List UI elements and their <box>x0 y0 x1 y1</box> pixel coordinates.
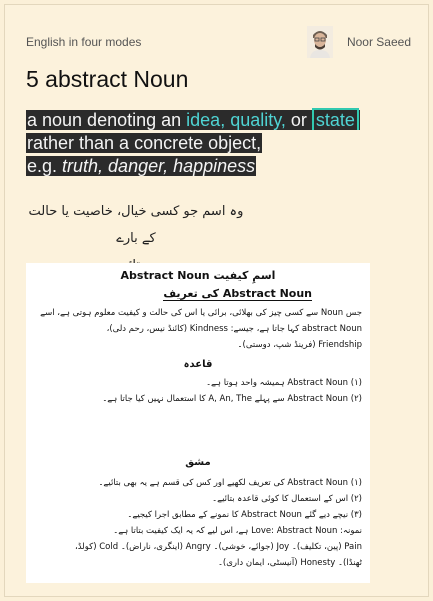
avatar[interactable] <box>307 26 333 58</box>
definition-examples: truth, danger, happiness <box>62 156 256 176</box>
definition-line-2: rather than a concrete object, <box>27 133 262 153</box>
scan-text-line: Pain (پین، تکلیف)۔ Joy (جوائے، خوشی)۔ Angry (اینگری، ناراض)۔ Cold (کولڈ، <box>74 542 362 552</box>
scan-exercise-title: مشق <box>185 457 211 468</box>
definition-highlight: idea, quality, <box>186 110 286 130</box>
post-title: 5 abstract Noun <box>26 66 189 92</box>
post-header <box>26 22 411 62</box>
definition-text: or <box>285 110 312 130</box>
definition-text: a noun denoting an <box>27 110 187 130</box>
scan-heading: اسمِ کیفیت Abstract Noun <box>120 269 276 282</box>
scan-text-line: Friendship (فرینڈ شپ، دوستی)۔ <box>237 340 362 350</box>
scan-text-line: جس Noun سے کسی چیز کی بھلائی، برائی یا اس کی حالت و کیفیت معلوم ہوتی ہے، اسے <box>40 308 362 318</box>
scan-text-line: نمونہ: Love: Abstract Noun ہے، اس لیے کہ یہ ایک کیفیت بتاتا ہے۔ <box>113 526 362 536</box>
blog-name[interactable]: English in four modes <box>26 35 142 49</box>
scan-text-line: abstract Noun کہا جاتا ہے، جیسے: Kindness (کائنڈ نیس، رحم دلی)، <box>106 324 362 334</box>
author-info <box>307 26 411 58</box>
scan-text-line: (۱) Abstract Noun کی تعریف لکھیے اور کس کی قسم ہے یہ بھی بتائیے۔ <box>98 478 362 488</box>
scan-subheading: Abstract Noun کی تعریف <box>163 287 312 300</box>
scan-rule-title: قاعدہ <box>183 359 213 370</box>
urdu-line: وہ اسم جو کسی خیال، خاصیت یا حالت کے بارے <box>28 204 244 246</box>
definition-highlight-state: state <box>312 108 359 130</box>
scan-text-line: (۲) اس کے استعمال کا کوئی قاعدہ بتائیے۔ <box>212 494 362 504</box>
scan-text-line: ٹھنڈا)۔ Honesty (آنیسٹی، ایمان داری)۔ <box>217 558 362 568</box>
scan-text-line: (۳) نیچے دیے گئے Abstract Noun کا نمونے کے مطابق اجرا کیجیے۔ <box>127 510 362 520</box>
definition-block <box>26 109 386 178</box>
scan-text-line: (۲) Abstract Noun سے پہلے A, An, The کا استعمال نہیں کیا جاتا ہے۔ <box>102 394 362 404</box>
definition-line-1 <box>26 110 360 130</box>
scanned-page-image <box>26 263 370 583</box>
definition-line-3 <box>26 156 256 176</box>
author-name[interactable]: Noor Saeed <box>346 35 411 49</box>
definition-text: e.g. <box>27 156 63 176</box>
scan-text-line: (۱) Abstract Noun ہمیشہ واحد ہوتا ہے۔ <box>206 378 362 388</box>
